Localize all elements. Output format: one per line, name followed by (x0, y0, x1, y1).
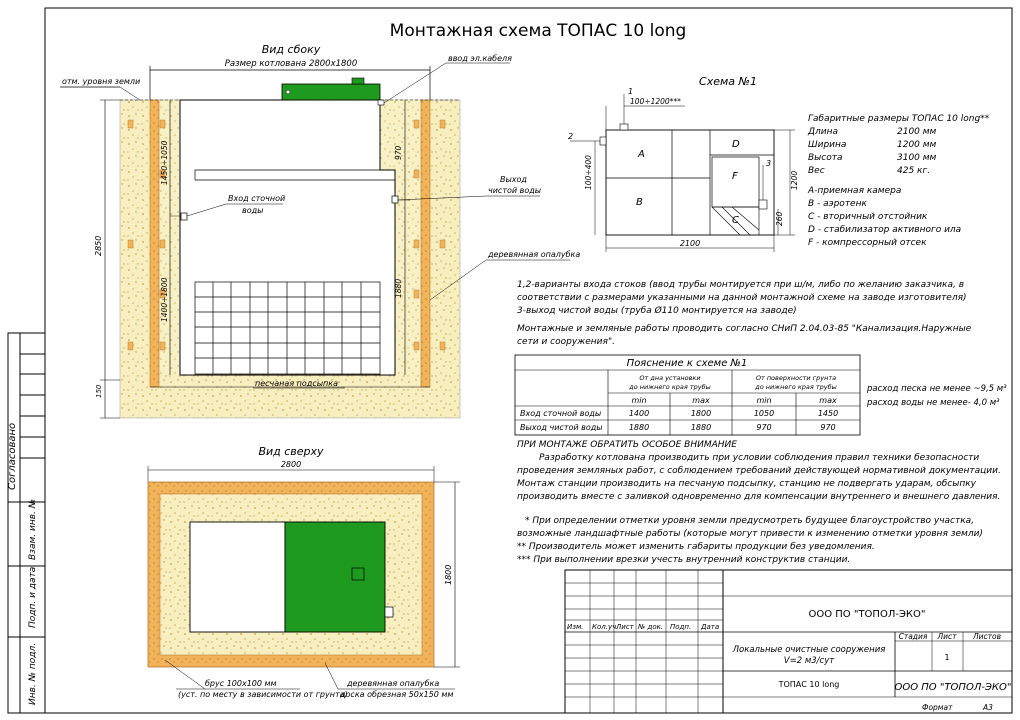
drawing-label: 1450 (817, 409, 839, 418)
drawing-label: 3100 мм (897, 153, 937, 163)
side-view-heading: Вид сбоку (261, 43, 321, 56)
drawing-label: 425 кг. (897, 166, 931, 176)
specs-heading: Габаритные размеры ТОПАС 10 long** (808, 114, 990, 124)
drawing-label: Высота (808, 153, 843, 163)
drawing-label: до нижнего края трубы (755, 383, 837, 391)
drawing-label: Разработку котлована производить при условии соблюдения правил техники безопасности (539, 453, 980, 463)
drawing-label: 2100 мм (897, 127, 937, 137)
outlet-label-1: Выход (500, 175, 527, 184)
drawing-label: Ширина (808, 140, 847, 150)
station-lid-side (282, 84, 380, 100)
station-top-white (190, 522, 285, 632)
drawing-label: 1880 (690, 423, 712, 432)
formwork-label: деревянная опалубка (488, 250, 581, 259)
drawing-label: ПРИ МОНТАЖЕ ОБРАТИТЬ ОСОБОЕ ВНИМАНИЕ (517, 440, 737, 450)
station-top-lid (285, 522, 385, 632)
dim-260: 260 (775, 211, 784, 226)
drawing-label: A-приемная камера (808, 186, 902, 196)
drawing-label: 3-выход чистой воды (труба Ø110 монтируется на заводе) (517, 306, 797, 316)
product-name: ТОПАС 10 long (778, 680, 840, 689)
dim-1880: 1880 (394, 278, 403, 298)
drawing-label: От дна установки (639, 374, 701, 382)
drawing-label: Монтажные и земляные работы проводить согласно СНиП 2.04.03-85 "Канализация.Наружные (517, 324, 972, 334)
drawing-label: до нижнего края трубы (629, 383, 711, 391)
num-2: 2 (568, 132, 574, 141)
left-strip-frame (8, 333, 45, 713)
company-name-short: ООО ПО "ТОПОЛ-ЭКО" (894, 682, 1012, 693)
zone-c: C (732, 215, 739, 226)
sand-bed-label: песчаная подсыпка (255, 379, 339, 388)
scheme-1 (568, 75, 799, 252)
drawing-label: * При определении отметки уровня земли предусмотреть будущее благоустройство участка, (525, 516, 975, 526)
drawing-label: Лист (616, 623, 634, 631)
drawing-label: проведения земляных работ, с соблюдением требований действующей нормативной документации. (517, 466, 1001, 476)
drawing-label: Формат (922, 703, 953, 712)
drawing-label: 970 (756, 423, 772, 432)
top-view (148, 445, 460, 699)
drawing-label: D - стабилизатор активного ила (808, 225, 962, 235)
inlet-label-1: Вход сточной (228, 194, 286, 203)
drawing-label: № док. (638, 623, 664, 631)
dim-2800: 2800 (280, 460, 302, 469)
dim-1400-1800: 1400÷1800 (160, 277, 169, 322)
drawing-label: 1050 (753, 409, 775, 418)
left-strip-labels (7, 423, 38, 705)
drawing-label: возможные ландшафтные работы (которые могут привести к изменению отметки уровня земли) (517, 529, 983, 539)
specs-block (807, 114, 990, 176)
drawing-label: B - аэротенк (808, 199, 867, 209)
formwork-right (421, 100, 430, 387)
explain-table (515, 355, 860, 435)
zone-d: D (732, 139, 740, 150)
outlet-label-2: чистой воды (488, 186, 542, 195)
drawing-label: Кол.уч (592, 623, 617, 631)
top-view-heading: Вид сверху (258, 445, 324, 458)
drawing-label: 1400 (628, 409, 650, 418)
drawing-label: 1200 мм (897, 140, 937, 150)
scheme-heading: Схема №1 (699, 75, 757, 88)
drawing-label: Выход чистой воды (520, 423, 603, 432)
company-name: ООО ПО "ТОПОЛ-ЭКО" (808, 609, 926, 620)
drawing-label: расход песка не менее ~9,5 м³ (867, 384, 1007, 394)
drawing-label: Подп. (670, 623, 692, 631)
drawing-label: 1880 (628, 423, 650, 432)
strip-replace: Взам. инв. № (28, 498, 38, 560)
drawing-label: 970 (820, 423, 836, 432)
top-formwork-label-2: доска обрезная 50х150 мм (340, 690, 454, 699)
drawing-label: Стадия (898, 632, 928, 641)
ground-level-label: отм. уровня земли (62, 77, 141, 86)
pit-size-label: Размер котлована 2800х1800 (224, 59, 358, 69)
drawing-label: От поверхности грунта (755, 374, 837, 382)
drawing-label: V=2 м3/сут (783, 656, 835, 666)
drawing-label: Длина (808, 127, 839, 137)
drawing-label: 1 (944, 653, 950, 662)
drawing-label: Лист (937, 632, 957, 641)
beam-label-2: (уст. по месту в зависимости от грунта) (178, 690, 348, 699)
zone-b: B (636, 197, 643, 208)
drawing-label: F - компрессорный отсек (808, 238, 927, 248)
drawing-label: C - вторичный отстойник (808, 212, 928, 222)
consumption (866, 384, 1007, 408)
dim-2100: 2100 (679, 239, 701, 248)
dim-1800: 1800 (444, 564, 453, 585)
dim-1200: 1200 (790, 170, 799, 190)
dim-150: 150 (95, 384, 103, 398)
legend-block (807, 186, 961, 248)
zone-f: F (732, 171, 738, 182)
drawing-label: А3 (983, 703, 993, 712)
drawing-label: Листов (972, 632, 1002, 641)
drawing-label: max (692, 396, 710, 405)
drawing-label: Дата (701, 623, 720, 631)
drawing-label: соответствии с размерами указанными на данной монтажной схеме на заводе изготовителя) (517, 293, 967, 303)
num-3: 3 (766, 159, 772, 168)
station-body-side (180, 100, 395, 375)
notes-inlets (517, 280, 967, 316)
drawing-label: Монтаж станции производить на песчаную подсыпку, станцию не подвергать ударам, обсыпку (517, 479, 976, 489)
drawing-title: Монтажная схема ТОПАС 10 long (389, 21, 687, 41)
drawing-label: сети и сооружения". (517, 337, 615, 347)
drawing-label: min (631, 396, 647, 405)
zone-a: A (638, 149, 645, 160)
dim-970: 970 (394, 145, 403, 160)
drawing-label: Пояснение к схеме №1 (626, 358, 748, 369)
drawing-label: Изм. (567, 623, 584, 631)
formwork-left (150, 100, 159, 387)
strip-sign-date: Подп. и дата (28, 566, 38, 628)
drawing-label: Вход сточной воды (520, 409, 602, 418)
drawing-label: 1800 (690, 409, 712, 418)
drawing-label: ** Производитель может изменить габариты продукции без уведомления. (517, 542, 875, 552)
attention-block (517, 440, 1001, 502)
notes-works (517, 324, 972, 347)
title-block-text (567, 609, 1012, 712)
strip-inv: Инв. № подл. (28, 642, 38, 705)
drawing-label: Вес (808, 166, 825, 176)
num-1: 1 (628, 87, 634, 96)
drawing-label: расход воды не менее- 4,0 м³ (867, 398, 1000, 408)
beam-label-1: брус 100х100 мм (205, 679, 277, 688)
dim-2850: 2850 (94, 235, 103, 256)
side-view (60, 43, 580, 418)
dim-1450-1050: 1450÷1050 (160, 140, 169, 185)
inlet-label-2: воды (242, 206, 264, 215)
drawing-label: max (819, 396, 837, 405)
drawing-label: производить вместе с заливкой одновременно для компенсации внутреннего и внешнего давления. (517, 492, 1001, 502)
dim-100-400: 100÷400 (584, 155, 593, 190)
drawing-label: min (756, 396, 772, 405)
dim-100-1200: 100÷1200*** (630, 97, 681, 106)
cable-inlet-label: ввод эл.кабеля (448, 54, 512, 63)
footnotes (517, 516, 983, 565)
strip-agreed: Согласовано (7, 422, 18, 490)
drawing-label: *** При выполнении врезки учесть внутренний конструктив станции. (517, 555, 851, 565)
drawing-label: Локальные очистные сооружения (732, 645, 886, 655)
top-formwork-label-1: деревянная опалубка (347, 679, 440, 688)
drawing-label: 1,2-варианты входа стоков (ввод трубы монтируется при ш/м, либо по желанию заказчика, в (517, 280, 965, 290)
